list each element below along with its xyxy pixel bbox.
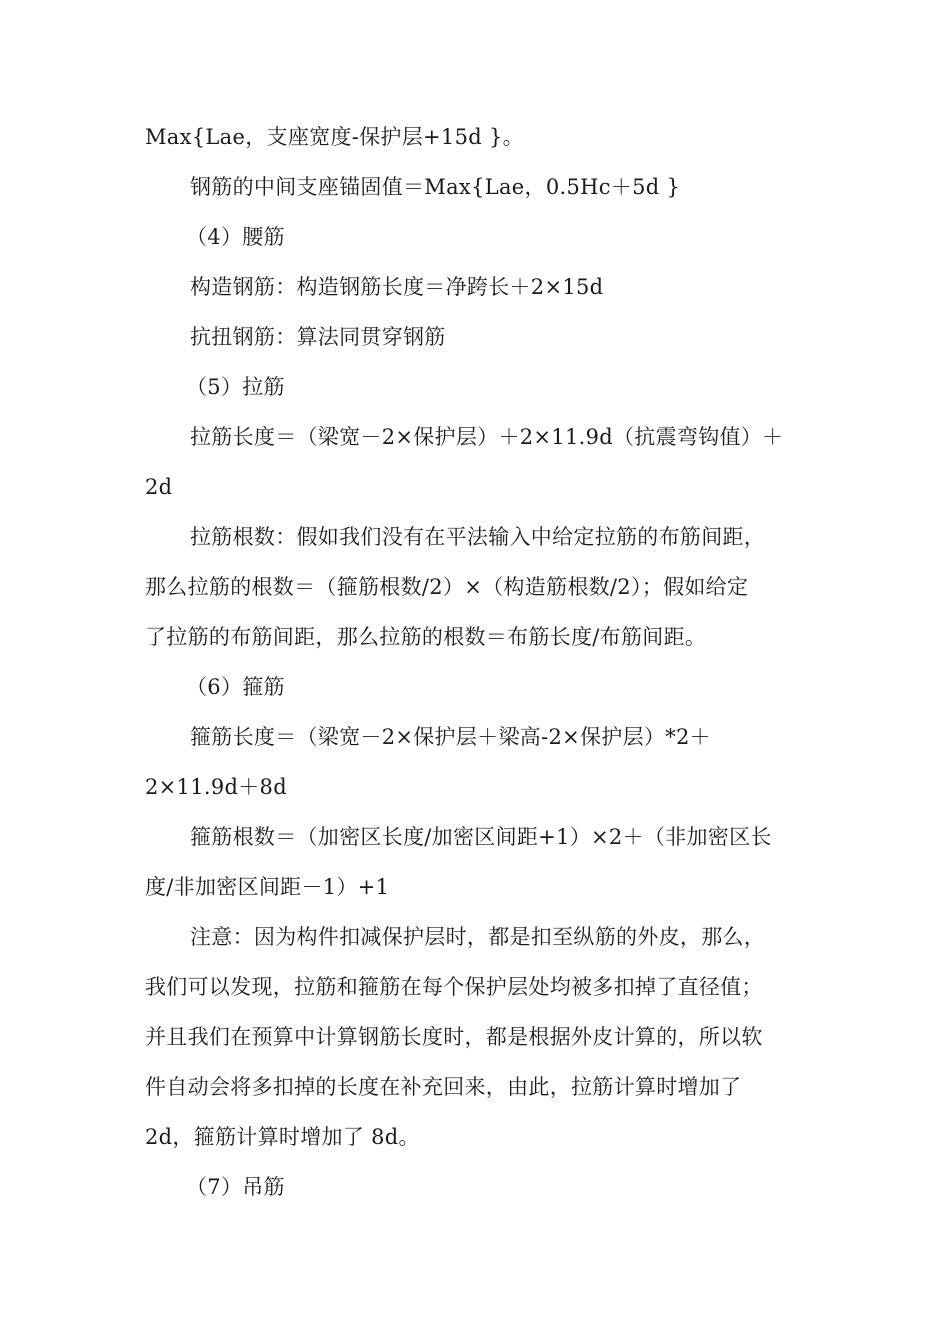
text-line: 钢筋的中间支座锚固值＝Max{Lae，0.5Hc＋5d } bbox=[190, 175, 681, 199]
text-line: 了拉筋的布筋间距，那么拉筋的根数＝布筋长度/布筋间距。 bbox=[145, 625, 707, 649]
text-line: 件自动会将多扣掉的长度在补充回来，由此，拉筋计算时增加了 bbox=[145, 1075, 742, 1099]
section-heading: （4）腰筋 bbox=[186, 225, 285, 249]
section-heading: （5）拉筋 bbox=[186, 375, 285, 399]
text-line: 箍筋根数＝（加密区长度/加密区间距+1）×2＋（非加密区长 bbox=[190, 825, 772, 849]
text-line: 注意：因为构件扣减保护层时，都是扣至纵筋的外皮，那么， bbox=[190, 925, 766, 949]
text-line: 并且我们在预算中计算钢筋长度时，都是根据外皮计算的，所以软 bbox=[145, 1025, 763, 1049]
text-line: 抗扭钢筋：算法同贯穿钢筋 bbox=[190, 325, 446, 349]
text-line: 我们可以发现，拉筋和箍筋在每个保护层处均被多扣掉了直径值； bbox=[145, 975, 763, 999]
section-heading: （6）箍筋 bbox=[186, 675, 285, 699]
text-line: 构造钢筋：构造钢筋长度＝净跨长＋2×15d bbox=[190, 275, 604, 299]
text-line: 箍筋长度＝（梁宽－2×保护层＋梁高-2×保护层）*2＋ bbox=[190, 725, 711, 749]
text-line: 那么拉筋的根数＝（箍筋根数/2）×（构造筋根数/2）；假如给定 bbox=[145, 575, 749, 599]
text-line: Max{Lae，支座宽度-保护层+15d }。 bbox=[145, 125, 524, 149]
section-heading: （7）吊筋 bbox=[186, 1175, 285, 1199]
text-line: 2×11.9d＋8d bbox=[145, 775, 287, 799]
text-line: 2d bbox=[145, 475, 173, 499]
text-line: 拉筋长度＝（梁宽－2×保护层）＋2×11.9d（抗震弯钩值）＋ bbox=[190, 425, 784, 449]
text-line: 2d，箍筋计算时增加了 8d。 bbox=[145, 1125, 420, 1149]
text-line: 度/非加密区间距－1）+1 bbox=[145, 875, 390, 899]
text-line: 拉筋根数：假如我们没有在平法输入中给定拉筋的布筋间距， bbox=[190, 525, 766, 549]
